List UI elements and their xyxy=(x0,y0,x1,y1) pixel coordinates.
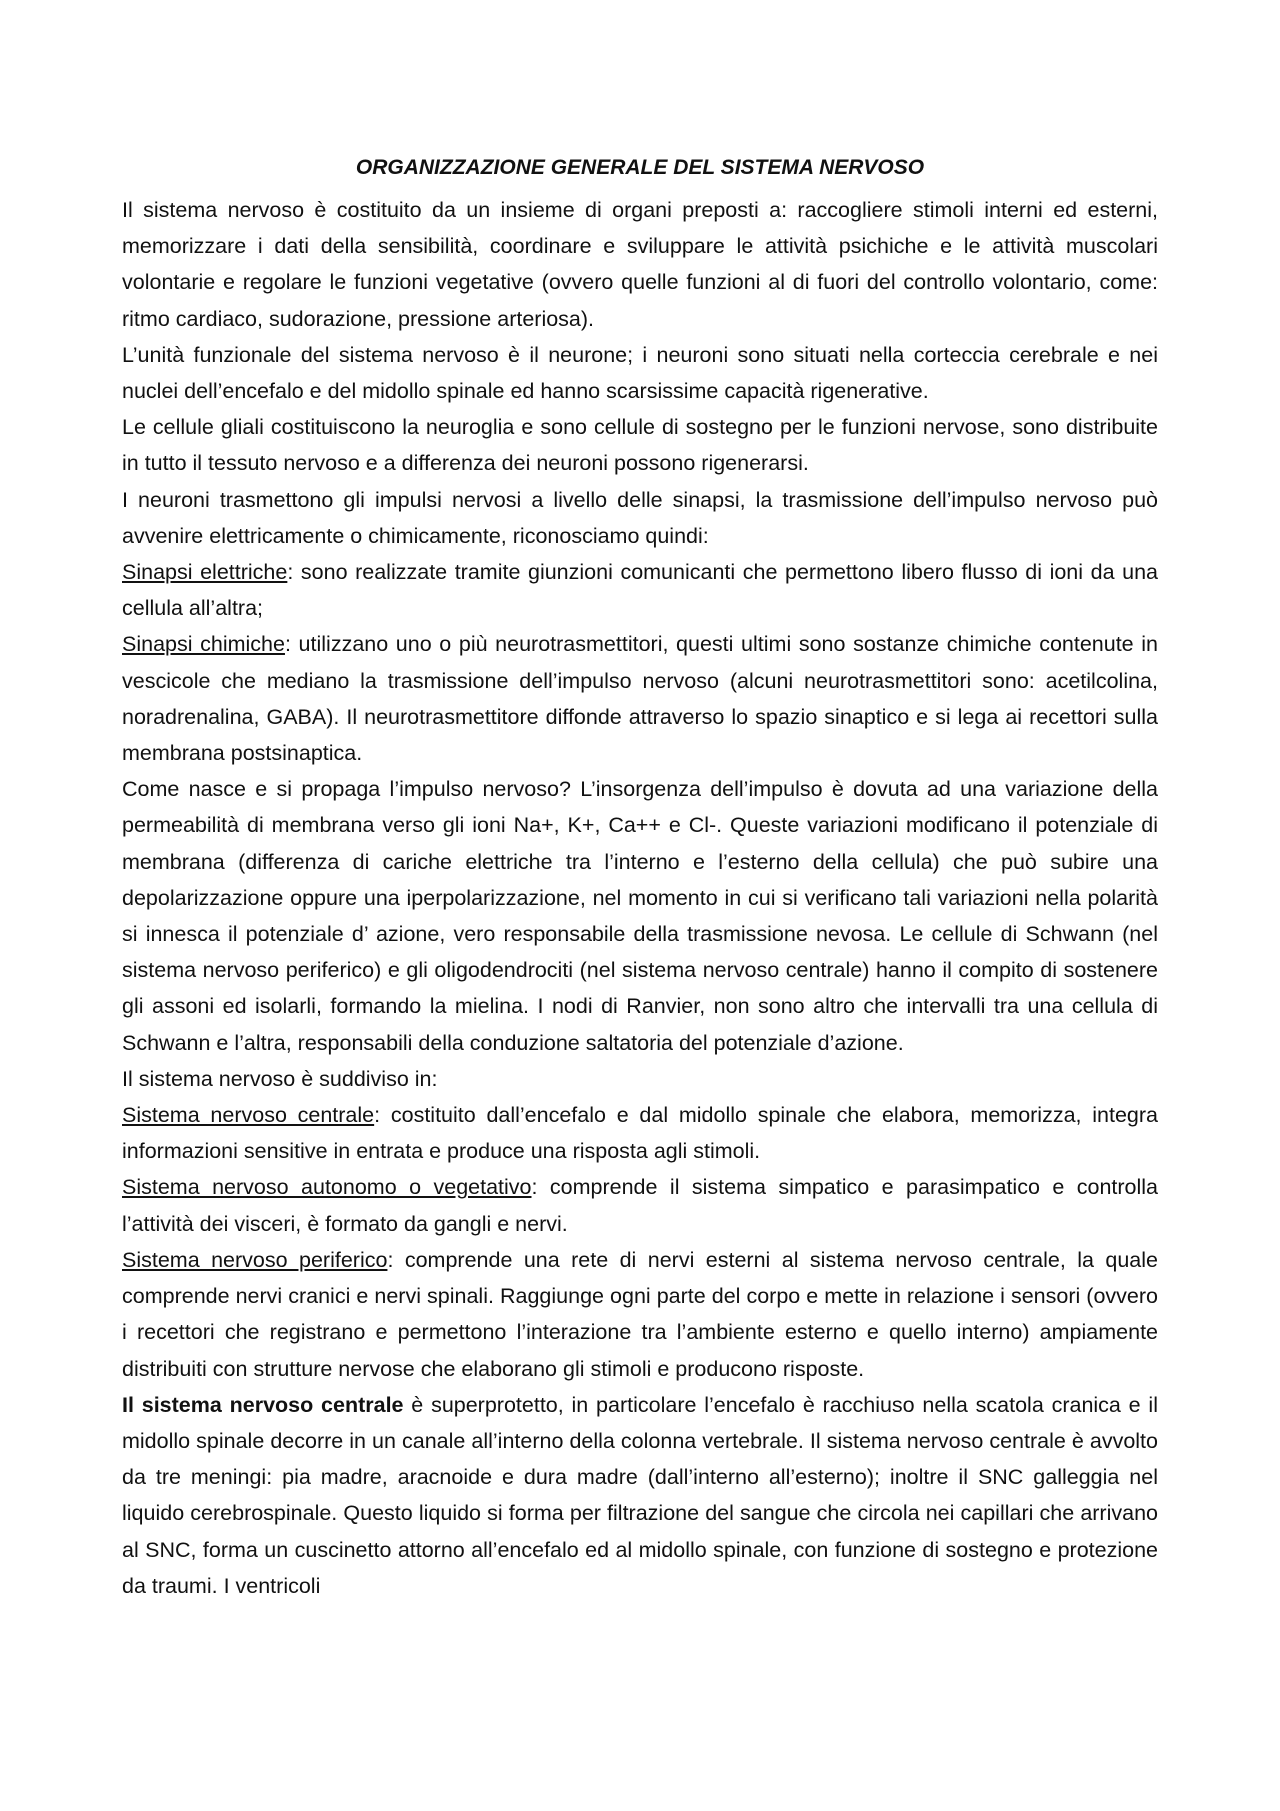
paragraph-neurone xyxy=(122,337,1158,409)
term-underlined: Sistema nervoso centrale xyxy=(122,1103,375,1128)
paragraph-snc-protezione xyxy=(122,1387,1158,1604)
paragraph-text: Il sistema nervoso è costituito da un insieme di organi preposti a: raccogliere stimoli interni ed esterni, memorizzare i dati della sensibilità, coordinare e sviluppare le attività psichiche e le attività muscolari volontarie e regolare le funzioni vegetative (ovvero quelle funzioni al di fuori del controllo volontario, come: ritmo cardiaco, sudorazione, pressione arteriosa). xyxy=(122,198,1158,331)
document-page xyxy=(122,150,1158,1604)
paragraph-sinapsi-elettriche xyxy=(122,554,1158,626)
paragraph-text: : utilizzano uno o più neurotrasmettitori, questi ultimi sono sostanze chimiche contenute in vescicole che mediano la trasmissione dell’impulso nervoso (alcuni neurotrasmettitori sono: acetilcolina, noradrenalina, GABA). Il neurotrasmettitore diffonde attraverso lo spazio sinaptico e si lega ai recettori sulla membrana postsinaptica. xyxy=(122,632,1158,766)
term-underlined: Sinapsi chimiche xyxy=(122,632,285,657)
paragraph-intro xyxy=(122,192,1158,337)
paragraph-sinapsi-chimiche xyxy=(122,626,1158,771)
paragraph-text: L’unità funzionale del sistema nervoso è il neurone; i neuroni sono situati nella corteccia cerebrale e nei nuclei dell’encefalo e del midollo spinale ed hanno scarsissime capacità rigenerative. xyxy=(122,342,1158,404)
term-underlined: Sistema nervoso periferico xyxy=(122,1247,388,1272)
paragraph-text: : sono realizzate tramite giunzioni comunicanti che permettono libero flusso di ioni da una cellula all’altra; xyxy=(122,560,1158,621)
paragraph-sna xyxy=(122,1169,1158,1241)
paragraph-sinapsi xyxy=(122,482,1158,554)
term-underlined: Sinapsi elettriche xyxy=(122,560,288,585)
term-bold: Il sistema nervoso centrale xyxy=(122,1392,404,1417)
paragraph-text: Le cellule gliali costituiscono la neuroglia e sono cellule di sostegno per le funzioni nervose, sono distribuite in tutto il tessuto nervoso e a differenza dei neuroni possono rigenerarsi. xyxy=(122,415,1158,476)
paragraph-glia xyxy=(122,409,1158,481)
paragraph-text: Come nasce e si propaga l’impulso nervoso? L’insorgenza dell’impulso è dovuta ad una variazione della permeabilità di membrana verso gli ioni Na+, K+, Ca++ e Cl-. Queste variazioni modificano il potenziale di membrana (differenza di cariche elettriche tra l’interno e l’esterno della cellula) che può subire una depolarizzazione oppure una iperpolarizzazione, nel momento in cui si verificano tali variazioni nella polarità si innesca il potenziale d’ azione, vero responsabile della trasmissione nevosa. Le cellule di Schwann (nel sistema nervoso periferico) e gli oligodendrociti (nel sistema nervoso centrale) hanno il compito di sostenere gli assoni ed isolarli, formando la mielina. I nodi di Ranvier, non sono altro che intervalli tra una cellula di Schwann e l’altra, responsabili della conduzione saltatoria del potenziale d’azione. xyxy=(122,777,1158,1055)
paragraph-text: : costituito dall’encefalo e dal midollo spinale che elabora, memorizza, integra informazioni sensitive in entrata e produce una risposta agli stimoli. xyxy=(122,1103,1158,1164)
paragraph-snp xyxy=(122,1242,1158,1387)
paragraph-text: : comprende una rete di nervi esterni al sistema nervoso centrale, la quale comprende nervi cranici e nervi spinali. Raggiunge ogni parte del corpo e mette in relazione i sensori (ovvero i recettori che registrano e permettono l’interazione tra l’ambiente esterno e quello interno) ampiamente distribuiti con strutture nervose che elaborano gli stimoli e producono risposte. xyxy=(122,1247,1158,1381)
paragraph-snc xyxy=(122,1097,1158,1169)
paragraph-text: Il sistema nervoso è suddiviso in: xyxy=(122,1066,438,1091)
term-underlined: Sistema nervoso autonomo o vegetativo xyxy=(122,1175,532,1200)
paragraph-text: è superprotetto, in particolare l’encefalo è racchiuso nella scatola cranica e il midollo spinale decorre in un canale all’interno della colonna vertebrale. Il sistema nervoso centrale è avvolto da tre meningi: pia madre, aracnoide e dura madre (dall’interno all’esterno); inoltre il SNC galleggia nel liquido cerebrospinale. Questo liquido si forma per filtrazione del sangue che circola nei capillari che arrivano al SNC, forma un cuscinetto attorno all’encefalo ed al midollo spinale, con funzione di sostegno e protezione da traumi. I ventricoli xyxy=(122,1392,1158,1598)
paragraph-impulso xyxy=(122,771,1158,1061)
document-title: ORGANIZZAZIONE GENERALE DEL SISTEMA NERVOSO xyxy=(355,156,925,179)
paragraph-text: I neuroni trasmettono gli impulsi nervosi a livello delle sinapsi, la trasmissione dell’impulso nervoso può avvenire elettricamente o chimicamente, riconosciamo quindi: xyxy=(122,487,1158,548)
paragraph-text: : comprende il sistema simpatico e parasimpatico e controlla l’attività dei visceri, è formato da gangli e nervi. xyxy=(122,1175,1158,1236)
paragraph-suddivisione xyxy=(122,1061,1158,1097)
